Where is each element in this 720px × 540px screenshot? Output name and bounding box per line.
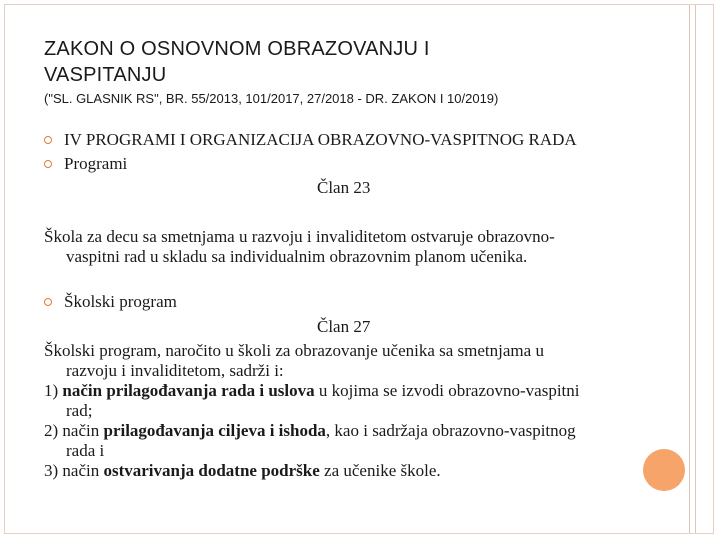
article-heading-27: Član 27 (317, 317, 371, 336)
circle-bullet-icon (44, 136, 52, 144)
decorative-circle-icon (643, 449, 685, 491)
list-item-3 (44, 461, 646, 481)
list-bold-text: način prilagođavanja rada i uslova (62, 381, 315, 400)
paragraph-article-23 (44, 227, 646, 267)
list-item-1-cont: rad; (66, 401, 93, 420)
list-bold-text: prilagođavanja ciljeva i ishoda (103, 421, 326, 440)
bullet-text: Programi (64, 154, 128, 173)
bullet-item-chapter (44, 130, 577, 150)
slide-subtitle: ("SL. GLASNIK RS", BR. 55/2013, 101/2017, 27/2018 - DR. ZAKON I 10/2019) (44, 91, 499, 106)
list-item-2-cont: rada i (66, 441, 105, 460)
article-heading-23: Član 23 (317, 178, 371, 197)
circle-bullet-icon (44, 160, 52, 168)
list-prefix: 1) (44, 381, 63, 400)
frame-rail-right (695, 5, 696, 533)
title-line-2: VASPITANJU (44, 64, 167, 86)
bullet-text: IV PROGRAMI I ORGANIZACIJA OBRAZOVNO-VASPITNOG RADA (64, 130, 577, 149)
bullet-item-programi (44, 154, 127, 174)
paragraph-line: vaspitni rad u skladu sa individualnim obrazovnim planom učenika. (66, 247, 528, 266)
paragraph-line: Škola za decu sa smetnjama u razvoju i invaliditetom ostvaruje obrazovno- (44, 227, 555, 246)
list-text: za učenike škole. (319, 461, 441, 480)
paragraph-article-27 (44, 341, 646, 481)
circle-bullet-icon (44, 298, 52, 306)
list-text: u kojima se izvodi obrazovno-vaspitni (314, 381, 580, 400)
paragraph-line: Školski program, naročito u školi za obrazovanje učenika sa smetnjama u (44, 341, 544, 360)
list-bold-text: ostvarivanja dodatne podrške (103, 461, 320, 480)
bullet-item-skolski-program (44, 292, 177, 312)
list-text: , kao i sadržaja obrazovno-vaspitnog (325, 421, 576, 440)
slide-title (44, 36, 644, 88)
list-item-1 (44, 381, 646, 401)
list-prefix: 3) način (44, 461, 104, 480)
list-prefix: 2) način (44, 421, 104, 440)
paragraph-line: razvoju i invaliditetom, sadrži i: (66, 361, 284, 380)
title-line-1: ZAKON O OSNOVNOM OBRAZOVANJU I (44, 38, 430, 60)
bullet-text: Školski program (64, 292, 177, 311)
frame-rail-left (689, 5, 690, 533)
list-item-2 (44, 421, 646, 441)
